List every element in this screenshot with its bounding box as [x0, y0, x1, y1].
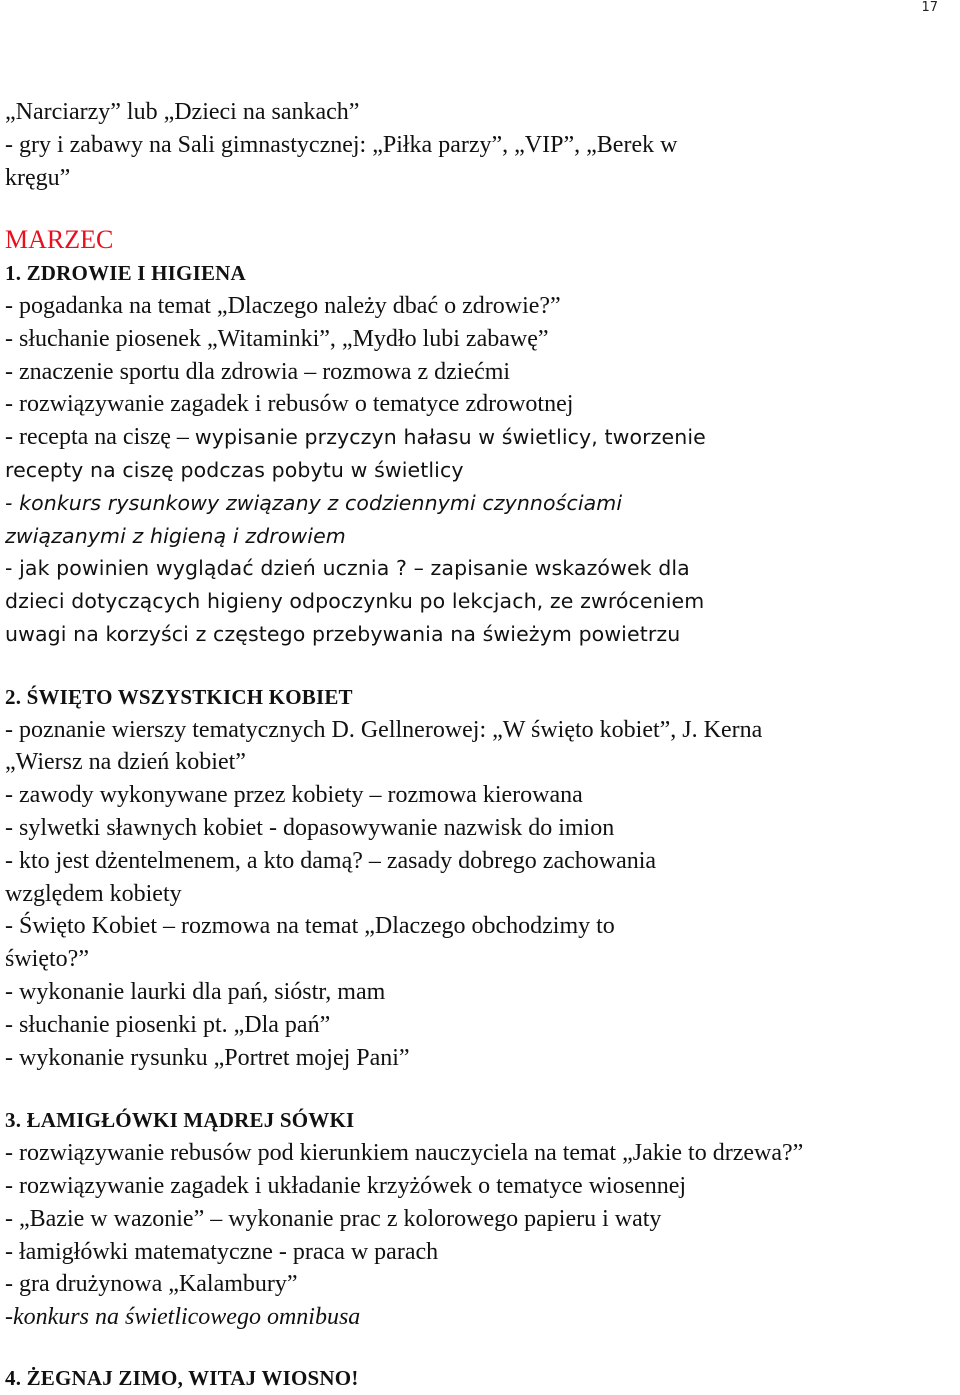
intro-line-1: „Narciarzy” lub „Dzieci na sankach”	[5, 99, 360, 125]
section-3-item: - gra drużynowa „Kalambury”	[5, 1271, 298, 1298]
section-2-item: względem kobiety	[5, 880, 182, 907]
section-1-item: - słuchanie piosenek „Witaminki”, „Mydło lubi zabawę”	[5, 325, 549, 352]
section-2-item: - poznanie wierszy tematycznych D. Gellnerowej: „W święto kobiet”, J. Kerna	[5, 716, 763, 743]
spacer	[5, 194, 955, 224]
section-2-item: - Święto Kobiet – rozmowa na temat „Dlaczego obchodzimy to	[5, 913, 615, 940]
section-2-item: - kto jest dżentelmenem, a kto damą? – zasady dobrego zachowania	[5, 847, 657, 874]
document-body	[5, 96, 955, 1395]
spacer	[5, 651, 955, 681]
section-1-heading: 1. ZDROWIE I HIGIENA	[5, 261, 246, 286]
section-3-item: - rozwiązywanie zagadek i układanie krzyżówek o tematyce wiosennej	[5, 1172, 687, 1199]
section-4-heading: 4. ŻEGNAJ ZIMO, WITAJ WIOSNO!	[5, 1365, 359, 1390]
section-2-item: - sylwetki sławnych kobiet - dopasowywanie nazwisk do imion	[5, 814, 615, 841]
intro-line-3: kręgu”	[5, 164, 71, 191]
section-1-day-line: uwagi na korzyści z częstego przebywania na świeżym powietrzu	[5, 621, 681, 646]
recipe-label: - recepta na ciszę –	[5, 424, 195, 451]
section-2-item: święto?”	[5, 946, 89, 973]
section-3-item: - łamigłówki matematyczne - praca w parach	[5, 1238, 439, 1265]
section-1-contest-line-1: - konkurs rysunkowy związany z codziennymi czynnościami	[5, 490, 623, 515]
page-number: 17	[921, 0, 938, 15]
spacer	[5, 1334, 955, 1362]
section-2-item: - zawody wykonywane przez kobiety – rozmowa kierowana	[5, 782, 583, 809]
section-1-item: - znaczenie sportu dla zdrowia – rozmowa z dziećmi	[5, 358, 511, 385]
section-1-recipe-line	[5, 421, 955, 454]
section-1-item: - rozwiązywanie zagadek i rebusów o tematyce zdrowotnej	[5, 391, 574, 418]
section-1-item: - pogadanka na temat „Dlaczego należy dbać o zdrowie?”	[5, 292, 561, 319]
section-1-day-line: - jak powinien wyglądać dzień ucznia ? – zapisanie wskazówek dla	[5, 556, 690, 581]
intro-line-2: - gry i zabawy na Sali gimnastycznej: „Piłka parzy”, „VIP”, „Berek w	[5, 131, 678, 158]
section-2-item: - wykonanie laurki dla pań, sióstr, mam	[5, 978, 386, 1005]
section-2-heading: 2. ŚWIĘTO WSZYSTKICH KOBIET	[5, 684, 353, 709]
section-1-day-line: dzieci dotyczących higieny odpoczynku po lekcjach, ze zwróceniem	[5, 589, 705, 614]
month-heading: MARZEC	[5, 225, 114, 255]
section-1-recipe-line-2: recepty na ciszę podczas pobytu w świetlicy	[5, 457, 464, 482]
recipe-description: wypisanie przyczyn hałasu w świetlicy, tworzenie	[194, 425, 706, 450]
section-3-item: - „Bazie w wazonie” – wykonanie prac z kolorowego papieru i waty	[5, 1205, 662, 1232]
section-1-contest-line-2: związanymi z higieną i zdrowiem	[5, 523, 346, 548]
section-3-heading: 3. ŁAMIGŁÓWKI MĄDREJ SÓWKI	[5, 1108, 355, 1133]
spacer	[5, 1074, 955, 1104]
section-2-item: - słuchanie piosenki pt. „Dla pań”	[5, 1011, 331, 1038]
section-3-contest: -konkurs na świetlicowego omnibusa	[5, 1304, 361, 1331]
section-3-item: - rozwiązywanie rebusów pod kierunkiem nauczyciela na temat „Jakie to drzewa?”	[5, 1140, 804, 1167]
section-2-item: - wykonanie rysunku „Portret mojej Pani”	[5, 1044, 410, 1071]
section-2-item: „Wiersz na dzień kobiet”	[5, 749, 246, 776]
